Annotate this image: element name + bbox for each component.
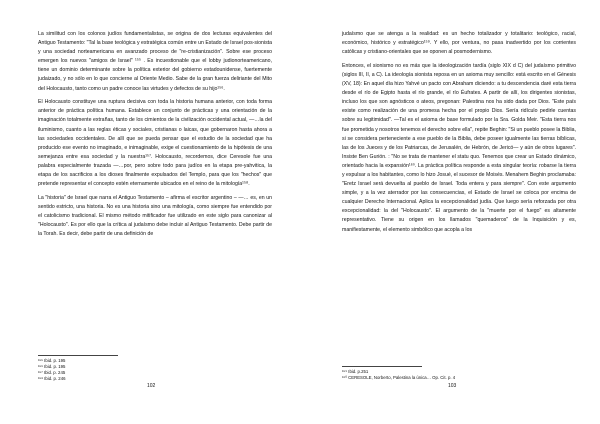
right-paragraph-2: Entonces, el sionismo no es más que la ideologización tardía (siglo XIX d C) del judaísmo primitivo (siglos III, II, a C). La ideología sionista reposa en un axioma muy sencillo: está escrito en el Génesis (XV, 18): En aquel día hizo Yahvé un pacto con Abraham diciendo: a tu descendencia daré esta tierra desde el río de Egipto hasta el río grande, el río Éufrates. A partir de allí, los dirigentes sionistas, incluso los que son agnósticos o ateos, pregonan: Palestina nos ha sido dada por Dios. "Este país existe como realización de una promesa hecha por el propio Dios. Sería ridículo pedirle cuentas sobre su legitimidad". —Tal es el axioma de base formulado por la Sra. Golda Meir. "Esta tierra nos fue prometida y nosotros tenemos el derecho sobre ella", repite Beghin: "Si un pueblo posee la Biblia, si se considera perteneciente a ese pueblo de la Biblia, debe poseer igualmente las tierras bíblicas, las de los Jueces y de los Patriarcas, de Jerusalén, de Hebrón, de Jericó— y aún de otros lugares". Insiste Ben Gurión. : "No se trata de mantener el statu quo. Tenemos que crear un Estado dinámico, orientado hacia la expansión¹⁶⁰. La práctica política responde a esta singular teoría: robarse la tierra y expulsar a los habitantes, como lo hizo Josué, el sucesor de Moisés. Menahem Beghin proclamaba: "Eretz Israel será devuelta al pueblo de Israel. Toda entera y para siempre". Con este argumento simple, y a la vez aterrador por las consecuencias, el Estado de Israel se coloca por encima de cualquier Derecho Internacional. Aplica la excepcionalidad judía. Que luego sería reforzada por otra excepcionalidad: la del "Holocausto". El argumento de la "muerte por el fuego" es altamente representativo. Tiene su origen en los llamados "quemaderos" de la Inquisición y es, manifiestamente, el elemento simbólico que acopla a los	[342, 62, 576, 233]
left-paragraph-2: El Holocausto constituye una ruptura decisiva con toda la historia humana anterior, con toda forma anterior de práctica política humana. Establece un conjunto de prácticas y una orientación de la imaginación totalmente extrañas, tanto de los cimientos de la civilización occidental actual, —…la del iluminismo, cuanto a las reglas éticas y sociales, cristianas o laicas, que gobernaron hasta ahora a las sociedades occidentales. De allí que se pueda pensar que el estudio de la sociedad que ha producido ese evento no imaginado, e inimaginable, exige el cuestionamiento de la hipótesis de una semejanza entre esa sociedad y la nuestra¹⁵⁷. Holocausto, recordemos, dice Ceresole fue una palabra especialmente trazada —…por, pero sobre todo para judíos en la etapa pre-yahvitica, la etapa de los sacrificios a los dioses finalmente expulsados del Templo, para que los "hechos" que pretende representar el concepto estén eternamente ubicados en el reino de la mitología¹⁵⁸.	[38, 99, 272, 188]
left-page-body	[38, 30, 272, 244]
right-footnote-rule	[342, 366, 422, 367]
footnote-157: ¹⁵⁷ Ibid. p. 245	[38, 369, 66, 375]
footnote-156: ¹⁵⁶ Ibid. p. 195	[38, 363, 66, 369]
right-page	[300, 0, 600, 424]
footnote-160: ¹⁶⁰ CERESOLE, Norberto, Palestina la única… Op. Cit. p. 4	[342, 374, 456, 380]
right-page-body	[342, 30, 576, 239]
right-paragraph-1: judaísmo que se atenga a la realidad: es un hecho totalizador y totalitario: teológico, racial, económico, histórico y estratégico¹⁵⁹. Y ello, por ventura, no pasa inadvertido por los corrientes católicas y cristiano-orientales que se oponen al posmodernismo.	[342, 31, 576, 56]
left-page-number: 102	[147, 383, 156, 389]
right-page-number: 103	[448, 383, 457, 389]
footnote-159: ¹⁵⁹ Ibid. p.251	[342, 369, 369, 374]
left-paragraph-3: La "historia" de Israel que narra el Antiguo Testamento – afirma el escritor argentino – —… es, en un sentido estricto, una historia. No es una historia sino una mitología, como siempre fue entendido por el catolicismo tradicional. El mismo método mitificador fue utilizado en este siglo para canonizar al "Holocausto". Es por ello que la crítica al judaísmo debe incluir al Antiguo Testamento. Debe partir de la Torah. Es decir, debe partir de una definición de	[38, 194, 272, 238]
footnote-158: ¹⁵⁸ Ibid. p. 246	[38, 375, 66, 381]
left-footnote-rule	[38, 355, 118, 356]
footnote-155: ¹⁵⁵ Ibid. p. 195	[38, 358, 66, 363]
left-footnotes	[38, 358, 65, 382]
right-footnotes	[342, 369, 455, 381]
left-paragraph-1: La similitud con los colonos judíos fundamentalistas, se origina de dos lecturas equivalentes del Antiguo Testamento: "Tal la base teológica y estratégica común entre un Estado de Israel pos-sionista y una sociedad norteamericana en avanzado proceso de "re-cristianización". Sobre ese proceso emergen los nuevos "amigos de Israel" ¹⁵⁵ . Es incuestionable que el lobby judionorteamericano, tiene un dominio determinante sobre la política exterior del gobierno estadounidense, fuertemente judaizado, y no sólo en lo que concierne al Oriente Medio. Sabe de la gran fuerza deliriante del Mito del Holocausto, tanto como un padre conoce las virtudes y defectos de su hijo¹⁵⁶.	[38, 31, 272, 92]
